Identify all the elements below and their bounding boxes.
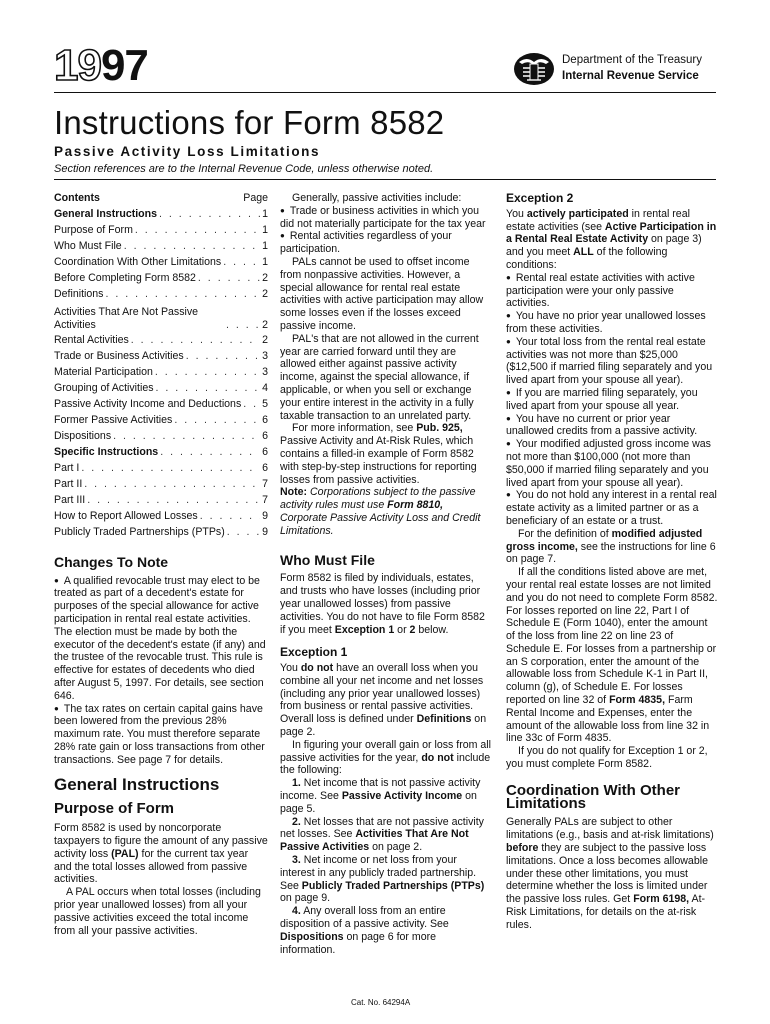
magi-paragraph: For the definition of modified adjusted gross income, see the instructions for line 6 on page 7. (506, 527, 716, 566)
toc-leader (241, 398, 260, 411)
toc-item-label: Purpose of Form (54, 223, 133, 236)
exception-1-item-3: 3. Net income or net loss from your interest in any publicly traded partnership. See Publicly Traded Partnerships (PTPs) on page 9. (280, 854, 485, 905)
toc-item-page: 6 (262, 445, 268, 458)
who-must-file-paragraph: Form 8582 is filed by individuals, estates, and trusts who have losses (including prior year unallowed losses) from passive activities. You do not have to file Form 8582 if you meet Exception 1 or 2 below. (280, 572, 485, 636)
exception-2-bullet-1: ● Rental real estate activities with active participation were your only passive activities. (506, 272, 718, 310)
toc-item-page: 2 (262, 319, 268, 331)
corporations-note: Note: Corporations subject to the passive activity rules must use Form 8810, Corporate Passive Activity Loss and Credit Limitations. (280, 486, 481, 537)
who-must-file-heading: Who Must File (280, 551, 375, 568)
toc-item-page: 2 (262, 333, 268, 346)
toc-item-coordination[interactable] (54, 256, 268, 272)
changes-bullet-1: ● A qualified revocable trust may elect to be treated as part of a decedent's estate for purposes of the special allowance for active participation in rental real estate activities. The election must be made by both the executor of the decedent's estate (if any) and the trustee of the revocable trust. This rule is effective for estates of decedents who died after August 5, 1997. For details, see section 646. (54, 575, 268, 703)
changes-bullet-2: ● The tax rates on certain capital gains have been lowered from the previous 28% maximum rate. You must therefore separate 28% rate gain or loss transactions from other transactions. See page 7 for details. (54, 703, 268, 767)
toc-leader (122, 240, 260, 253)
toc-item-page: 1 (262, 223, 268, 236)
exception-2-bullet-3: ● Your total loss from the rental real estate activities was not more than $25,000 ($12,500 if married filing separately and you lived apart from your spouse all year). (506, 336, 718, 387)
toc-item-report-allowed-losses[interactable] (54, 510, 268, 526)
toc-item-label: Part III (54, 493, 86, 506)
toc-item-label: General Instructions (54, 207, 158, 220)
toc-item-label: How to Report Allowed Losses (54, 509, 198, 522)
form-year-solid: 97 (100, 41, 148, 90)
pals-paragraph: PALs cannot be used to offset income from nonpassive activities. However, a special allowance for rental real estate activities with active participation may allow some losses even if the losses exceed passive income. (280, 255, 484, 332)
toc-item-page: 6 (262, 461, 268, 474)
toc-leader (111, 430, 260, 443)
toc-leader (85, 494, 260, 507)
purpose-paragraph-1: Form 8582 is used by noncorporate taxpayers to figure the amount of any passive activity loss (PAL) for the current tax year and the total losses allowed from passive activities. (54, 822, 268, 886)
treasury-department (562, 52, 702, 84)
form-year-outline: 19 (54, 41, 101, 90)
toc-item-page: 6 (262, 413, 268, 426)
toc-leader (133, 224, 260, 237)
exception-1-item-1: 1. Net income that is not passive activity income. See Passive Activity Income on page 5. (280, 777, 481, 815)
toc-leader (79, 462, 260, 475)
toc-item-label: Material Participation (54, 365, 153, 378)
toc-item-label: Rental Activities (54, 333, 129, 346)
column-3 (506, 192, 718, 932)
toc-item-page: 3 (262, 349, 268, 362)
toc-item-page: 2 (262, 287, 268, 300)
column-1 (54, 192, 268, 937)
toc-leader (158, 446, 260, 459)
toc-leader (153, 366, 260, 379)
toc-item-label: Part I (54, 461, 80, 474)
toc-item-page: 9 (262, 509, 268, 522)
exception-2-bullet-5: ● You have no current or prior year unallowed credits from a passive activity. (506, 413, 718, 439)
toc-item-rental-activities[interactable] (54, 334, 268, 350)
form-year (54, 41, 148, 90)
toc-leader (154, 382, 261, 395)
toc-item-definitions[interactable] (54, 288, 268, 304)
passive-intro: Generally, passive activities include: (292, 192, 462, 204)
exception-1-paragraph-2: In figuring your overall gain or loss from all passive activities for the year, do not include the following: (280, 738, 492, 777)
toc-item-page: 6 (262, 429, 268, 442)
exception-2-bullet-4: ● If you are married filing separately, you lived apart from your spouse all year. (506, 387, 718, 413)
toc-item-label: Activities That Are Not Passive Activities (54, 305, 199, 331)
toc-item-label: Grouping of Activities (54, 381, 154, 394)
more-info-paragraph: For more information, see Pub. 925, Passive Activity and At-Risk Rules, which contains a filled-in example of Form 8582 with step-by-step instructions for reporting losses from passive activities. (280, 422, 477, 486)
page-subtitle: Passive Activity Loss Limitations (54, 144, 321, 159)
exception-2-heading: Exception 2 (506, 191, 574, 205)
toc-leader (224, 319, 260, 334)
exception-1-paragraph: You do not have an overall loss when you combine all your net income and net losses (including any prior year unallowed losses) from business or rental passive activities. Overall loss is defined under Definitions on page 2. (280, 662, 487, 739)
toc-item-page: 1 (262, 207, 268, 220)
subheader-rule (54, 179, 716, 180)
toc-item-part-2[interactable] (54, 478, 268, 494)
toc-item-general-instructions[interactable] (54, 208, 268, 224)
toc-leader (196, 272, 260, 285)
purpose-of-form-heading: Purpose of Form (54, 800, 175, 818)
dept-line-1: Department of the Treasury (562, 54, 702, 66)
toc-leader (157, 208, 260, 221)
irs-eagle-logo-icon (513, 52, 555, 86)
toc-item-label: Publicly Traded Partnerships (PTPs) (54, 525, 225, 538)
toc-item-page: 2 (262, 271, 268, 284)
toc-item-page: 9 (262, 525, 268, 538)
toc-item-label: Former Passive Activities (54, 413, 173, 426)
toc-item-who-must-file[interactable] (54, 240, 268, 256)
general-instructions-heading: General Instructions (54, 774, 220, 794)
toc-leader (172, 414, 260, 427)
toc-item-ptps[interactable] (54, 526, 268, 542)
carryforward-paragraph: PAL's that are not allowed in the current year are carried forward until they are allowed either against passive activity income, against the special allowance, if applicable, or when you sell or exchange your entire interest in the activity in a fully taxable transaction to an unrelated party. (280, 332, 479, 422)
toc-item-label: Part II (54, 477, 83, 490)
toc-item-label: Before Completing Form 8582 (54, 271, 196, 284)
toc-leader (184, 350, 260, 363)
toc-item-label: Dispositions (54, 429, 112, 442)
toc-item-part-3[interactable] (54, 494, 268, 510)
exception-2-bullet-7: ● You do not hold any interest in a rental real estate activity as a limited partner or as a beneficiary of an estate or a trust. (506, 489, 718, 527)
toc-header (54, 192, 268, 205)
toc-item-before-completing[interactable] (54, 272, 268, 288)
passive-bullet-2: ● Rental activities regardless of your participation. (280, 230, 492, 256)
toc-leader (103, 288, 260, 301)
toc-leader (82, 478, 260, 491)
toc-leader (225, 526, 260, 539)
exception-2-paragraph: You actively participated in rental real estate activities (see Active Participation in a Rental Real Estate Activity on page 3) and you meet ALL of the following conditions: (506, 207, 717, 271)
exception-1-item-2: 2. Net losses that are not passive activity net losses. See Activities That Are Not Passive Activities on page 2. (280, 815, 484, 854)
toc-item-income-deductions[interactable] (54, 398, 268, 414)
purpose-paragraph-2: A PAL occurs when total losses (including prior year unallowed losses) from all your passive activities exceed the total income from all your passive activities. (54, 886, 261, 937)
section-references-note: Section references are to the Internal Revenue Code, unless otherwise noted. (54, 163, 434, 175)
toc-item-material-participation[interactable] (54, 366, 268, 382)
toc-item-label: Trade or Business Activities (54, 349, 184, 362)
passive-bullet-1: ● Trade or business activities in which you did not materially participate for the tax year (280, 205, 492, 231)
toc-page-heading: Page (243, 192, 268, 204)
exception-1-heading: Exception 1 (280, 645, 348, 660)
exception-2-bullet-6: ● Your modified adjusted gross income was not more than $100,000 (not more than $50,000 if married filing separately and you lived apart from your spouse all year). (506, 438, 718, 489)
toc-item-label: Passive Activity Income and Deductions (54, 397, 242, 410)
page-title: Instructions for Form 8582 (54, 104, 445, 141)
toc-item-not-passive-activities[interactable] (54, 304, 268, 334)
toc-item-page: 3 (262, 365, 268, 378)
toc-leader (198, 510, 260, 523)
exception-2-bullet-2: ● You have no prior year unallowed losses from these activities. (506, 310, 718, 336)
toc-item-page: 4 (262, 381, 268, 394)
toc-item-trade-business[interactable] (54, 350, 268, 366)
toc-heading: Contents (54, 192, 100, 204)
header-rule (54, 92, 716, 93)
toc-item-grouping[interactable] (54, 382, 268, 398)
exception-1-item-4: 4. Any overall loss from an entire disposition of a passive activity. See Dispositions on page 6 for more information. (280, 905, 449, 956)
toc-item-label: Coordination With Other Limitations (54, 255, 222, 268)
toc-leader (129, 334, 260, 347)
toc-leader (221, 256, 260, 269)
toc-item-label: Who Must File (54, 239, 122, 252)
coordination-heading: Coordination With Other Limitations (506, 781, 681, 812)
toc-item-purpose-of-form[interactable] (54, 224, 268, 240)
toc-item-page: 7 (262, 493, 268, 506)
dept-line-2: Internal Revenue Service (562, 70, 699, 82)
toc-item-part-1[interactable] (54, 462, 268, 478)
column-2 (280, 192, 492, 956)
coordination-paragraph: Generally PALs are subject to other limitations (e.g., basis and at-risk limitations) before they are subject to the passive loss limitations. Once a loss becomes allowable under these other limitations, you must determine whether the loss is limited under the passive loss rules. Get Form 6198, At-Risk Limitations, for details on the at-risk rules. (506, 816, 714, 931)
table-of-contents (54, 208, 268, 542)
toc-item-page: 7 (262, 477, 268, 490)
toc-item-former-passive[interactable] (54, 414, 268, 430)
toc-item-page: 1 (262, 255, 268, 268)
must-complete-paragraph: If you do not qualify for Exception 1 or 2, you must complete Form 8582. (506, 745, 708, 771)
changes-heading: Changes To Note (54, 553, 169, 570)
toc-item-page: 5 (262, 397, 268, 410)
toc-item-page: 1 (262, 239, 268, 252)
toc-item-dispositions[interactable] (54, 430, 268, 446)
toc-item-specific-instructions[interactable] (54, 446, 268, 462)
catalog-number: Cat. No. 64294A (351, 998, 411, 1007)
conditions-met-paragraph: If all the conditions listed above are met, your rental real estate losses are not limited and you do not need to complete Form 8582. For losses reported on line 22, Part I of Schedule E (Form 1040), enter the amount of the loss from line 22 on line 23 of Schedule E. For losses from a partnership or an S corporation, enter the amount of the allowable loss from Schedule K-1 in Part II, column (g), of Schedule E. For losses reported on line 32 of Form 4835, Farm Rental Income and Expenses, enter the amount of the allowable loss from line 32 in line 33c of Form 4835. (506, 566, 718, 745)
toc-item-label: Definitions (54, 287, 104, 300)
toc-item-label: Specific Instructions (54, 445, 159, 458)
